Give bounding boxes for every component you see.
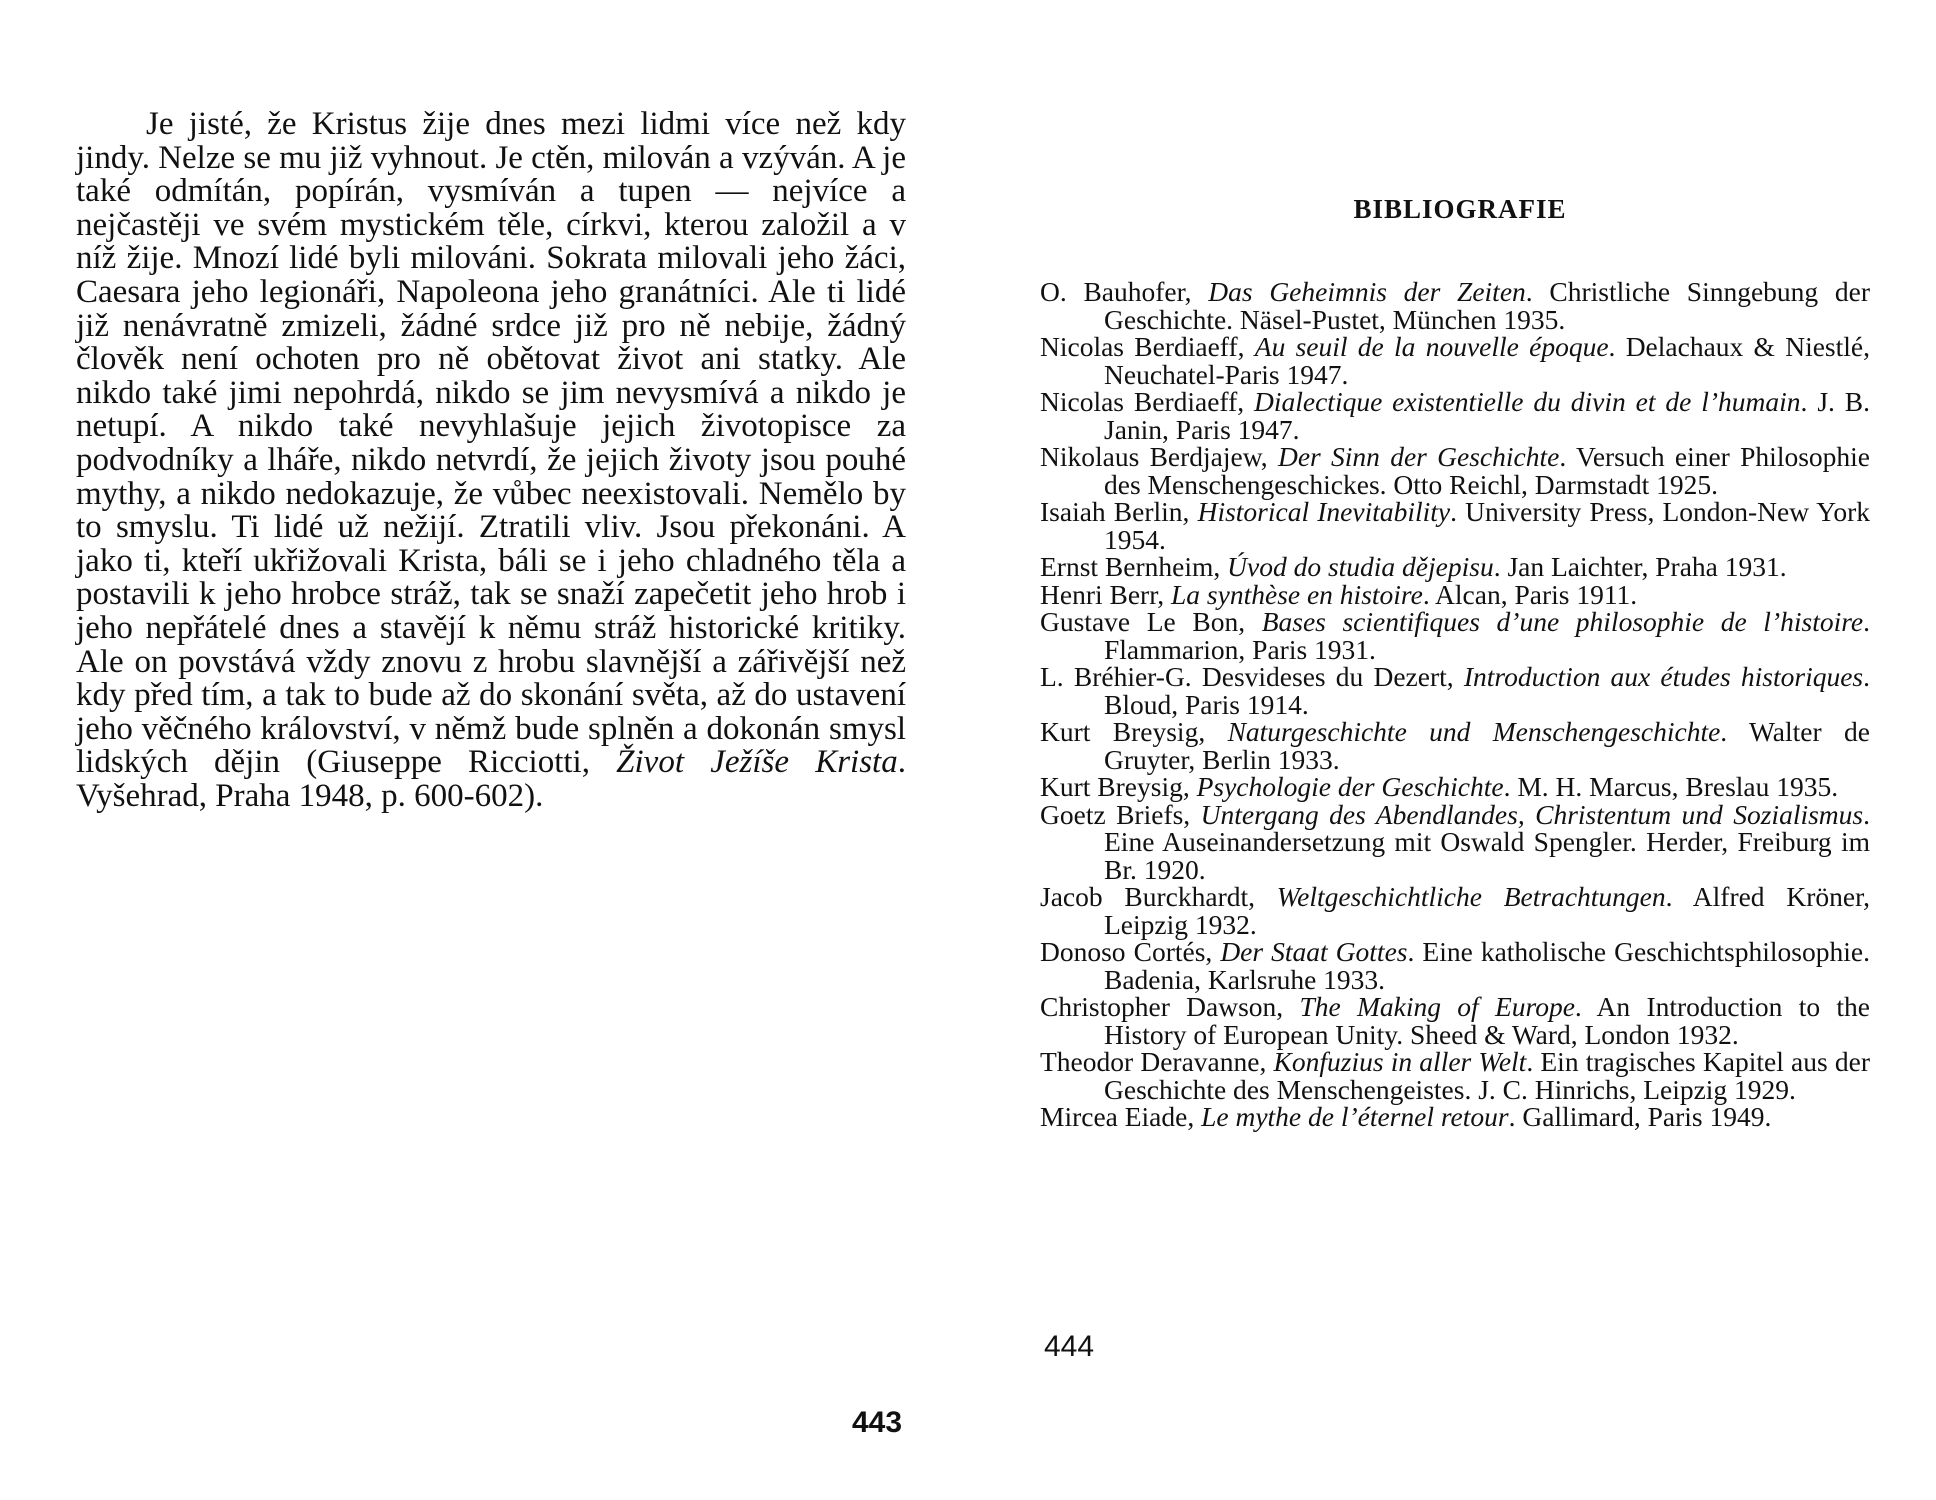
entry-title: Au seuil de la nouvelle époque [1254, 331, 1609, 362]
entry-title: Der Sinn der Geschichte [1277, 441, 1560, 472]
entry-publication: . Alfred Kröner, Leipzig 1932. [1104, 881, 1870, 940]
entry-title: Das Geheimnis der Zeiten [1208, 276, 1526, 307]
entry-publication: . Versuch einer Philosophie des Menschengeschickes. Otto Reichl, Darmstadt 1925. [1104, 441, 1871, 500]
body-paragraph [76, 108, 906, 813]
bibliography-entry [1040, 663, 1870, 718]
entry-title: Naturgeschichte und Menschengeschichte [1227, 716, 1721, 747]
entry-author: Goetz Briefs, [1040, 798, 1201, 830]
paragraph-text-end: . Vyšehrad, Praha 1948, p. 600-602). [76, 744, 906, 814]
bibliography-entry [1040, 278, 1870, 333]
entry-author: Nicolas Berdiaeff, [1040, 386, 1254, 417]
entry-title: Psychologie der Geschichte [1196, 771, 1504, 802]
entry-publication: . Delachaux & Niestlé, Neuchatel-Paris 1947. [1104, 331, 1870, 390]
entry-author: Mircea Eiade, [1040, 1101, 1202, 1132]
entry-title: Konfuzius in aller Welt [1273, 1046, 1527, 1077]
entry-author: Ernst Bernheim, [1040, 551, 1228, 582]
entry-publication: . Flammarion, Paris 1931. [1104, 606, 1870, 665]
bibliography-entry [1040, 1103, 1870, 1131]
entry-publication: . University Press, London-New York 1954. [1104, 496, 1870, 555]
bibliography-entry [1040, 578, 1870, 610]
bibliography-entry [1040, 773, 1870, 801]
bibliography-entry [1040, 608, 1870, 663]
paragraph-italic-title: Život Ježíše Krista [616, 744, 898, 781]
entry-author: Nicolas Berdiaeff, [1040, 331, 1255, 362]
page-number-right: 444 [1044, 1330, 1095, 1363]
entry-title: The Making of Europe [1299, 991, 1575, 1022]
entry-publication: . M. H. Marcus, Breslau 1935. [1503, 771, 1839, 802]
bibliography-entry [1040, 883, 1870, 938]
entry-title: Dialectique existentielle du divin et de l’humain [1254, 386, 1801, 417]
bibliography-list [1040, 278, 1870, 1131]
entry-author: Jacob Burckhardt, [1040, 881, 1277, 912]
bibliography-entry [1040, 718, 1870, 773]
entry-publication: . Eine katholische Geschichtsphilosophie. Badenia, Karlsruhe 1933. [1104, 936, 1870, 995]
left-page [76, 0, 906, 1500]
page-number-left: 443 [852, 1406, 903, 1439]
entry-author: Gustave Le Bon, [1040, 606, 1262, 637]
entry-title: La synthèse en histoire [1171, 578, 1423, 610]
entry-publication: . Walter de Gruyter, Berlin 1933. [1104, 716, 1870, 775]
entry-author: Kurt Breysig, [1040, 716, 1228, 747]
entry-publication: . Alcan, Paris 1911. [1422, 578, 1638, 610]
entry-publication: . Eine Auseinandersetzung mit Oswald Spengler. Herder, Freiburg im Br. 1920. [1104, 798, 1870, 885]
bibliography-entry [1040, 388, 1870, 443]
bibliography-entry [1040, 798, 1870, 885]
entry-author: Kurt Breysig, [1040, 771, 1197, 802]
bibliography-heading: BIBLIOGRAFIE [1353, 194, 1567, 224]
entry-publication: . Jan Laichter, Praha 1931. [1493, 551, 1787, 582]
entry-title: Weltgeschichtliche Betrachtungen [1276, 881, 1666, 912]
bibliography-entry [1040, 498, 1870, 553]
bibliography-entry [1040, 1048, 1870, 1103]
entry-author: L. Bréhier-G. Desvideses du Dezert, [1040, 661, 1464, 692]
bibliography-entry [1040, 993, 1870, 1048]
right-page [1040, 0, 1880, 1500]
paragraph-text: Je jisté, že Kristus žije dnes mezi lidmi více než kdy jindy. Nelze se mu již vyhnout. Je ctěn, milován a vzýván. A je také odmítán, popírán, vysmíván a tupen — nejvíce a nejčastěji ve svém mystickém těle, církvi, kterou založil a v níž žije. Mnozí lidé byli milováni. Sokrata milovali jeho žáci, Caesara jeho legionáři, Napoleona jeho granátníci. Ale ti lidé již nenávratně zmizeli, žádné srdce již pro ně nebije, žádný člověk není ochoten pro ně obětovat život ani statky. Ale nikdo také jimi nepohrdá, nikdo se jim nevysmívá a nikdo je netupí. A nikdo také nevyhlašuje jejich životopisce za podvodníky a lháře, nikdo netvrdí, že jejich životy jsou pouhé mythy, a nikdo nedokazuje, že vůbec neexistovali. Nemělo by to smyslu. Ti lidé už nežijí. Ztratili vliv. Jsou překonáni. A jako ti, kteří ukřižovali Krista, báli se i jeho chladného těla a postavili k jeho hrobce stráž, tak se snaží zapečetit jeho hrob i jeho nepřátelé dnes a stavějí k němu stráž historické kritiky. Ale on povstává vždy znovu z hrobu slavnější a zářivější než kdy před tím, a tak to bude až do skonání světa, až do ustavení jeho věčného království, v němž bude splněn a dokonán smysl lidských dějin (Giuseppe Ricciotti, [76, 106, 906, 781]
entry-publication: . Gallimard, Paris 1949. [1508, 1101, 1772, 1132]
entry-publication: . J. B. Janin, Paris 1947. [1104, 386, 1870, 445]
entry-title: Bases scientifiques d’une philosophie de l’histoire [1261, 606, 1864, 637]
entry-author: O. Bauhofer, [1040, 276, 1209, 307]
entry-author: Christopher Dawson, [1040, 991, 1300, 1022]
entry-publication: . Bloud, Paris 1914. [1104, 661, 1870, 720]
entry-title: Úvod do studia dějepisu [1227, 551, 1494, 582]
entry-publication: . Christliche Sinngebung der Geschichte. Näsel-Pustet, München 1935. [1104, 276, 1871, 335]
entry-author: Donoso Cortés, [1040, 936, 1221, 967]
entry-author: Henri Berr, [1040, 578, 1172, 610]
bibliography-entry [1040, 938, 1870, 993]
bibliography-entry [1040, 553, 1870, 581]
entry-author: Nikolaus Berdjajew, [1040, 441, 1278, 472]
entry-title: Historical Inevitability [1197, 496, 1451, 527]
entry-title: Der Staat Gottes [1220, 936, 1408, 967]
entry-title: Introduction aux études historiques [1463, 661, 1864, 692]
entry-publication: . An Introduction to the History of European Unity. Sheed & Ward, London 1932. [1104, 991, 1870, 1050]
entry-author: Theodor Deravanne, [1040, 1046, 1274, 1077]
entry-author: Isaiah Berlin, [1040, 496, 1198, 527]
entry-title: Le mythe de l’éternel retour [1201, 1101, 1509, 1132]
bibliography-entry [1040, 333, 1870, 388]
bibliography-entry [1040, 443, 1870, 498]
entry-title: Untergang des Abendlandes, Christentum und Sozialismus [1200, 798, 1864, 830]
entry-publication: . Ein tragisches Kapitel aus der Geschichte des Menschengeistes. J. C. Hinrichs, Leipzig 1929. [1104, 1046, 1870, 1105]
